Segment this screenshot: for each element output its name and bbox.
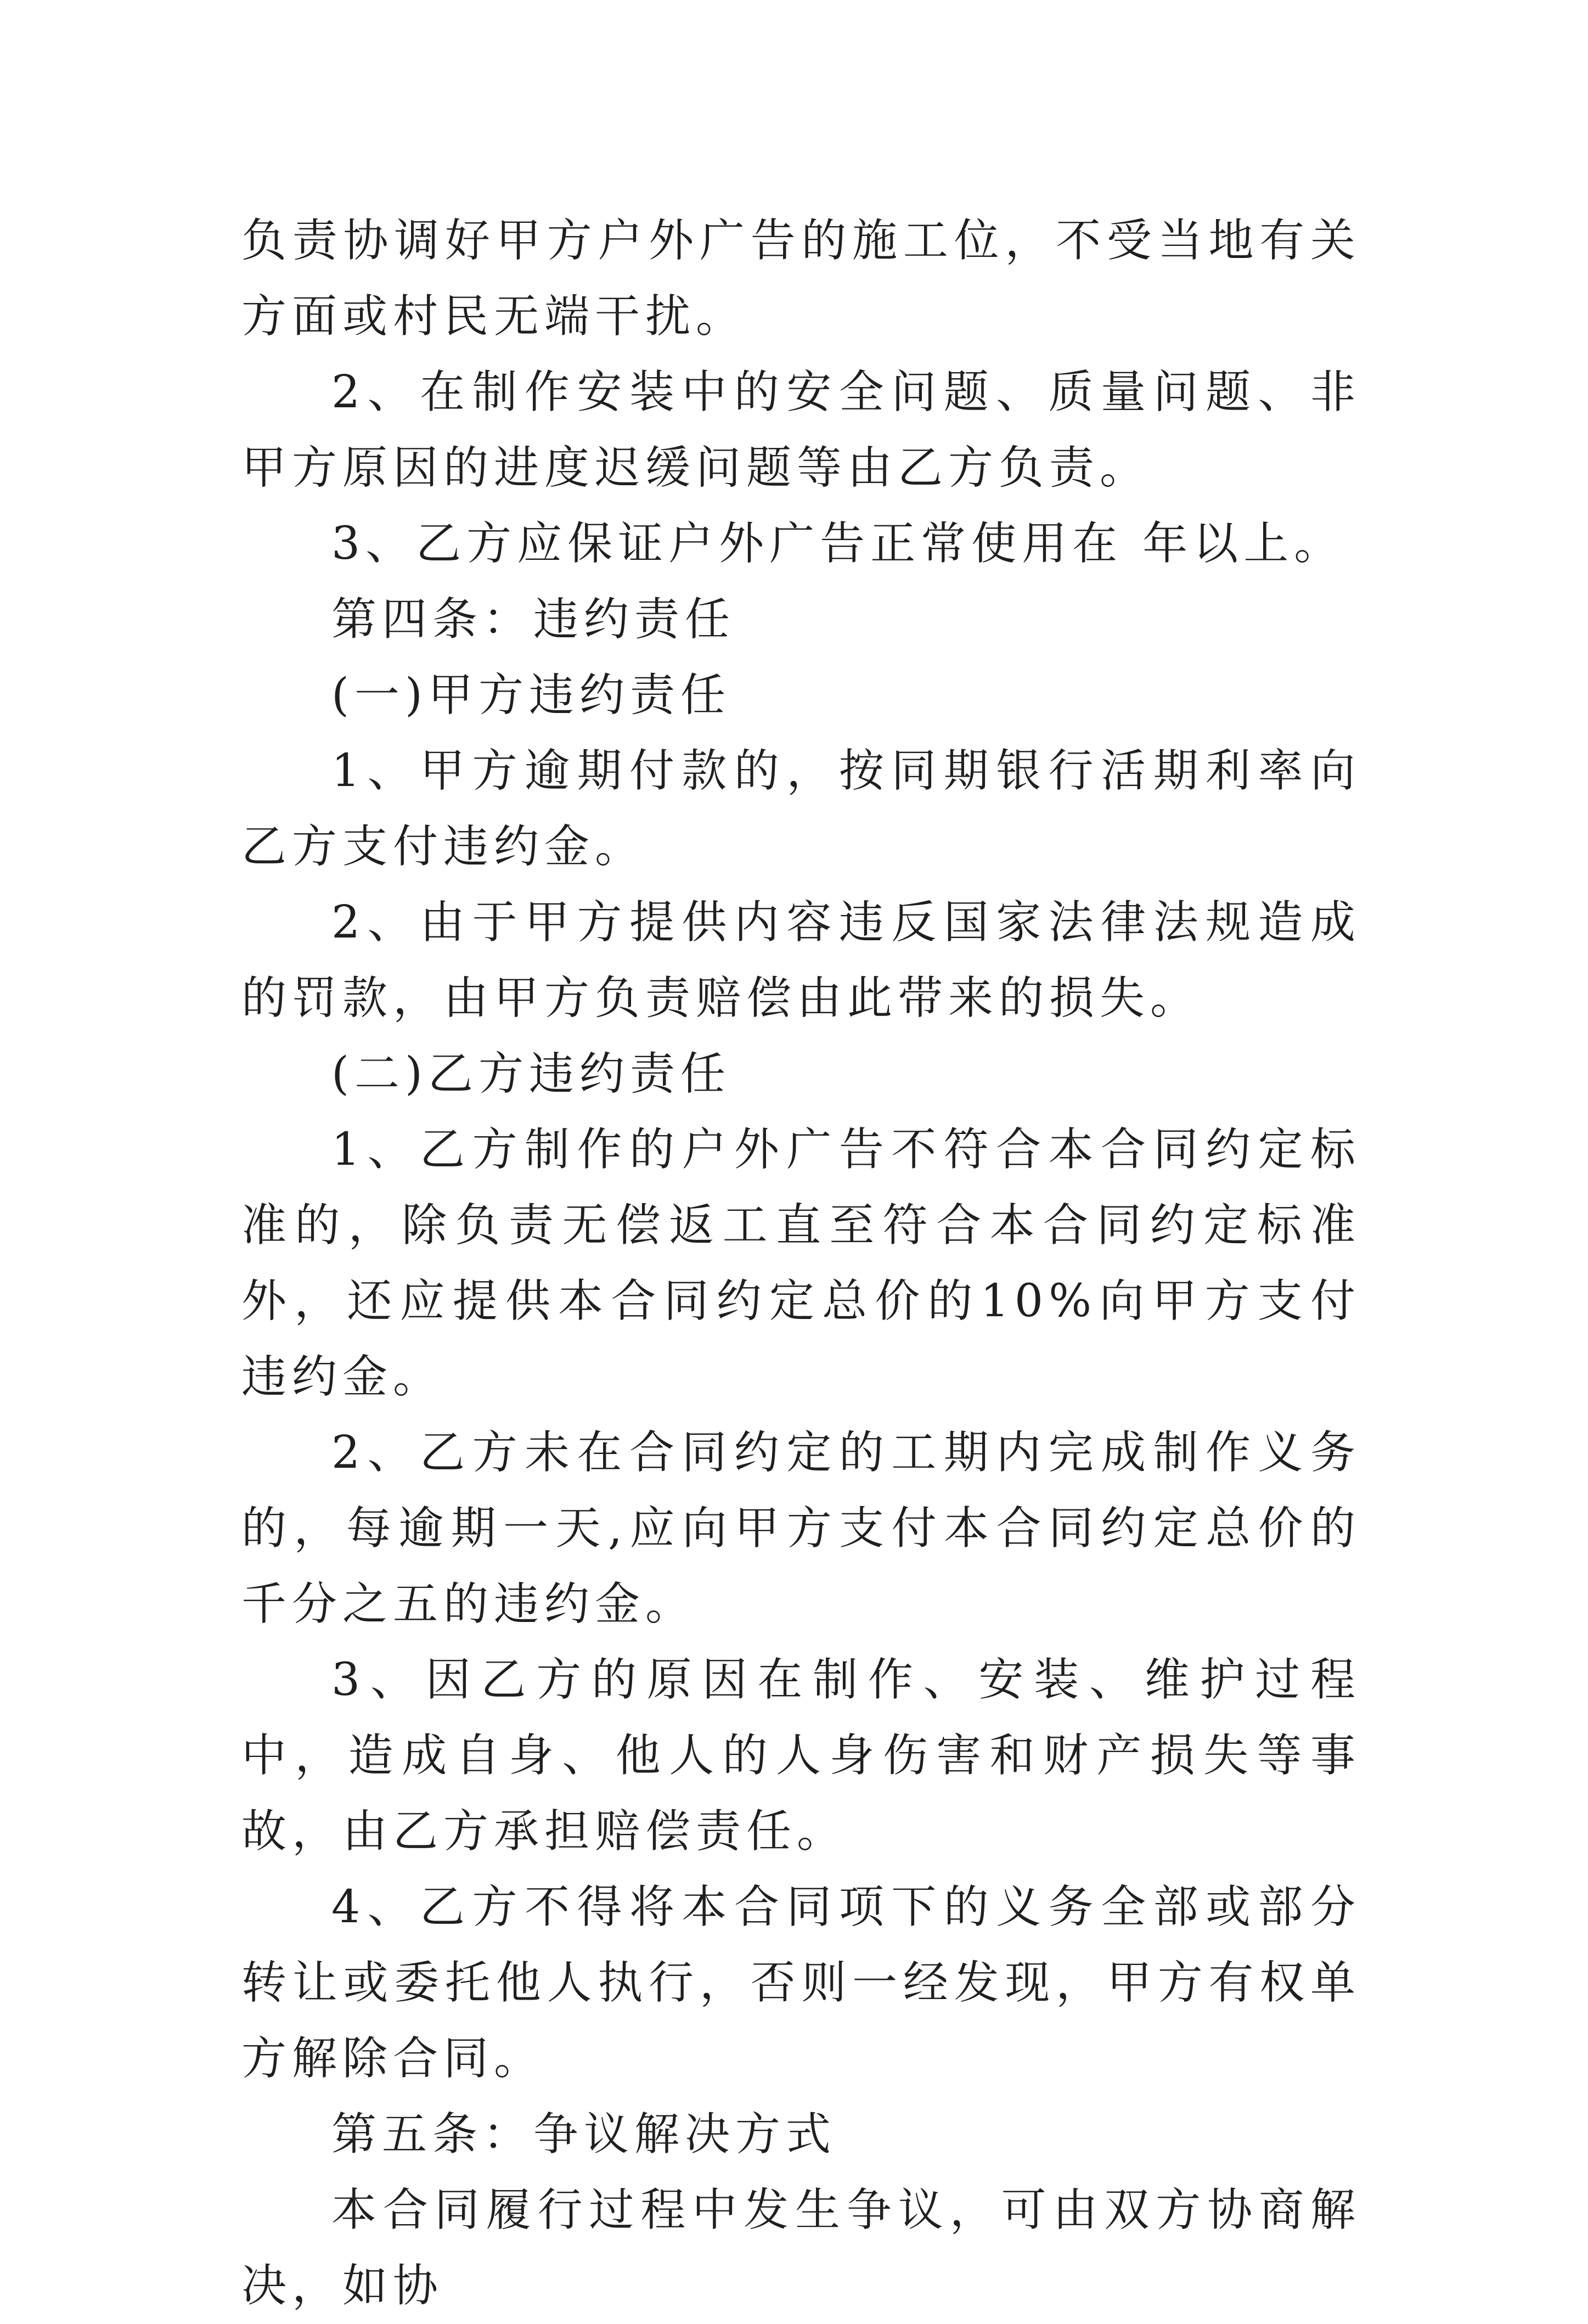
paragraph-party-a-2: 2、由于甲方提供内容违反国家法律法规造成的罚款，由甲方负责赔偿由此带来的损失。 [241,896,1361,1024]
paragraph-clause-3-usage-period: 3、乙方应保证户外广告正常使用在 年以上。 [331,518,1345,570]
paragraph-party-b-4: 4、乙方不得将本合同项下的义务全部或部分转让或委托他人执行，否则一经发现，甲方有权单方解除合同。 [241,1881,1361,2085]
document-body [241,203,1361,2324]
subheading-party-b-liability: (二)乙方违约责任 [331,1048,731,1100]
paragraph-party-b-3: 3、因乙方的原因在制作、安装、维护过程中，造成自身、他人的人身伤害和财产损失等事故，由乙方承担赔偿责任。 [241,1654,1361,1857]
paragraph-party-b-1: 1、乙方制作的户外广告不符合本合同约定标准的，除负责无偿返工直至符合本合同约定标准外，还应提供本合同约定总价的10%向甲方支付违约金。 [241,1124,1361,1403]
paragraph-dispute-resolution: 本合同履行过程中发生争议，可由双方协商解决，如协 [241,2184,1361,2312]
paragraph-continuation: 负责协调好甲方户外广告的施工位，不受当地有关方面或村民无端干扰。 [241,215,1361,343]
paragraph-party-a-1: 1、甲方逾期付款的，按同期银行活期利率向乙方支付违约金。 [241,745,1361,873]
subheading-party-a-liability: (一)甲方违约责任 [331,669,731,721]
paragraph-party-b-2: 2、乙方未在合同约定的工期内完成制作义务的，每逾期一天,应向甲方支付本合同约定总价的千分之五的违约金。 [241,1427,1361,1630]
paragraph-clause-2-safety: 2、在制作安装中的安全问题、质量问题、非甲方原因的进度迟缓问题等由乙方负责。 [241,366,1361,494]
section-heading-article-5: 第五条：争议解决方式 [331,2108,837,2160]
section-heading-article-4: 第四条：违约责任 [331,593,736,645]
